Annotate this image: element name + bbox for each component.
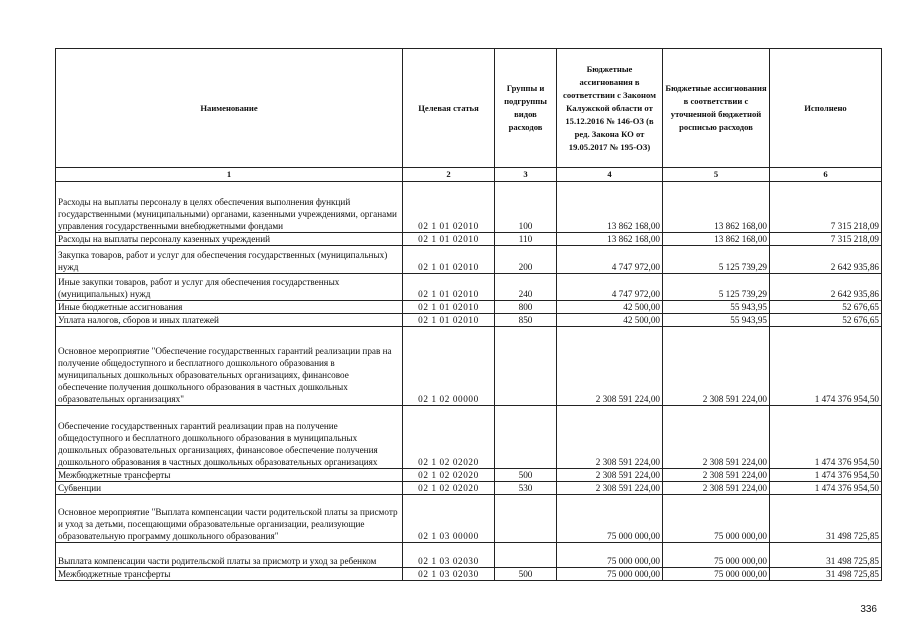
row-target-code: 02 1 01 02010	[403, 233, 495, 246]
table-row	[56, 314, 882, 327]
row-executed-amount: 1 474 376 954,50	[770, 469, 882, 482]
column-number: 3	[495, 168, 557, 182]
column-number-row	[56, 168, 882, 182]
row-refined-amount: 75 000 000,00	[663, 495, 770, 543]
row-group: 200	[495, 246, 557, 274]
row-refined-amount: 13 862 168,00	[663, 233, 770, 246]
table-row	[56, 301, 882, 314]
row-group	[495, 495, 557, 543]
row-name: Основное мероприятие "Выплата компенсации части родительской платы за присмотр и уход за детьми, посещающими образовательные организации, реализующие образовательную программу дошкольного образования"	[56, 495, 403, 543]
row-refined-amount: 75 000 000,00	[663, 543, 770, 568]
row-name: Расходы на выплаты персоналу в целях обеспечения выполнения функций государственными (муниципальными) органами, казенными учреждениями, органами управления государственными внебюджетными фондами	[56, 182, 403, 233]
table-row	[56, 182, 882, 233]
row-executed-amount: 1 474 376 954,50	[770, 327, 882, 406]
table-row	[56, 327, 882, 406]
row-executed-amount: 1 474 376 954,50	[770, 482, 882, 495]
page-number: 336	[860, 604, 877, 615]
row-executed-amount: 31 498 725,85	[770, 568, 882, 581]
header-law: Бюджетные ассигнования в соответствии с Законом Калужской области от 15.12.2016 № 146-ОЗ (в ред. Закона КО от 19.05.2017 № 195-ОЗ)	[557, 49, 663, 168]
row-name: Выплата компенсации части родительской платы за присмотр и уход за ребенком	[56, 543, 403, 568]
row-refined-amount: 5 125 739,29	[663, 274, 770, 301]
row-law-amount: 75 000 000,00	[557, 495, 663, 543]
row-executed-amount: 7 315 218,09	[770, 182, 882, 233]
row-name: Межбюджетные трансферты	[56, 469, 403, 482]
row-law-amount: 2 308 591 224,00	[557, 482, 663, 495]
row-name: Основное мероприятие "Обеспечение государственных гарантий реализации прав на получение общедоступного и бесплатного дошкольного образования в муниципальных дошкольных образовательных организациях, финансовое обеспечение получения дошкольного образования в частных дошкольных образовательных организациях"	[56, 327, 403, 406]
column-number: 5	[663, 168, 770, 182]
row-executed-amount: 31 498 725,85	[770, 495, 882, 543]
row-target-code: 02 1 01 02010	[403, 301, 495, 314]
row-law-amount: 4 747 972,00	[557, 246, 663, 274]
header-groups: Группы и подгруппы видов расходов	[495, 49, 557, 168]
row-name: Расходы на выплаты персоналу казенных учреждений	[56, 233, 403, 246]
row-target-code: 02 1 02 02020	[403, 406, 495, 469]
row-refined-amount: 5 125 739,29	[663, 246, 770, 274]
row-executed-amount: 7 315 218,09	[770, 233, 882, 246]
row-executed-amount: 2 642 935,86	[770, 246, 882, 274]
row-refined-amount: 2 308 591 224,00	[663, 482, 770, 495]
row-group	[495, 543, 557, 568]
row-target-code: 02 1 02 00000	[403, 327, 495, 406]
row-name: Обеспечение государственных гарантий реализации прав на получение общедоступного и бесплатного дошкольного образования в муниципальных дошкольных образовательных организациях, финансовое обеспечение получения дошкольного образования в частных дошкольных образовательных организациях	[56, 406, 403, 469]
row-group: 530	[495, 482, 557, 495]
row-refined-amount: 2 308 591 224,00	[663, 406, 770, 469]
header-executed: Исполнено	[770, 49, 882, 168]
table-row	[56, 406, 882, 469]
row-law-amount: 2 308 591 224,00	[557, 327, 663, 406]
row-law-amount: 2 308 591 224,00	[557, 406, 663, 469]
row-target-code: 02 1 03 02030	[403, 543, 495, 568]
header-name: Наименование	[56, 49, 403, 168]
row-group: 240	[495, 274, 557, 301]
row-target-code: 02 1 01 02010	[403, 274, 495, 301]
row-law-amount: 42 500,00	[557, 314, 663, 327]
row-name: Уплата налогов, сборов и иных платежей	[56, 314, 403, 327]
header-refined: Бюджетные ассигнования в соответствии с уточненной бюджетной росписью расходов	[663, 49, 770, 168]
table-row	[56, 568, 882, 581]
row-name: Субвенции	[56, 482, 403, 495]
row-refined-amount: 75 000 000,00	[663, 568, 770, 581]
table-row	[56, 543, 882, 568]
row-target-code: 02 1 01 02010	[403, 246, 495, 274]
table-row	[56, 495, 882, 543]
row-law-amount: 75 000 000,00	[557, 568, 663, 581]
row-group	[495, 327, 557, 406]
budget-table	[55, 48, 882, 581]
table-row	[56, 246, 882, 274]
row-group: 500	[495, 568, 557, 581]
row-group: 100	[495, 182, 557, 233]
table-row	[56, 274, 882, 301]
row-group: 800	[495, 301, 557, 314]
row-executed-amount: 2 642 935,86	[770, 274, 882, 301]
row-target-code: 02 1 02 02020	[403, 469, 495, 482]
table-row	[56, 469, 882, 482]
column-number: 6	[770, 168, 882, 182]
row-target-code: 02 1 03 02030	[403, 568, 495, 581]
row-target-code: 02 1 01 02010	[403, 182, 495, 233]
row-law-amount: 13 862 168,00	[557, 182, 663, 233]
row-law-amount: 4 747 972,00	[557, 274, 663, 301]
row-law-amount: 75 000 000,00	[557, 543, 663, 568]
row-law-amount: 42 500,00	[557, 301, 663, 314]
column-number: 4	[557, 168, 663, 182]
row-refined-amount: 2 308 591 224,00	[663, 327, 770, 406]
row-executed-amount: 31 498 725,85	[770, 543, 882, 568]
table-row	[56, 233, 882, 246]
row-executed-amount: 52 676,65	[770, 301, 882, 314]
row-refined-amount: 55 943,95	[663, 314, 770, 327]
row-law-amount: 13 862 168,00	[557, 233, 663, 246]
row-target-code: 02 1 02 02020	[403, 482, 495, 495]
row-group: 850	[495, 314, 557, 327]
row-name: Межбюджетные трансферты	[56, 568, 403, 581]
row-group: 110	[495, 233, 557, 246]
row-target-code: 02 1 03 00000	[403, 495, 495, 543]
row-refined-amount: 55 943,95	[663, 301, 770, 314]
column-number: 1	[56, 168, 403, 182]
row-law-amount: 2 308 591 224,00	[557, 469, 663, 482]
row-name: Иные закупки товаров, работ и услуг для обеспечения государственных (муниципальных) нужд	[56, 274, 403, 301]
row-group	[495, 406, 557, 469]
row-target-code: 02 1 01 02010	[403, 314, 495, 327]
row-executed-amount: 1 474 376 954,50	[770, 406, 882, 469]
row-group: 500	[495, 469, 557, 482]
row-executed-amount: 52 676,65	[770, 314, 882, 327]
column-number: 2	[403, 168, 495, 182]
header-row	[56, 49, 882, 168]
row-name: Иные бюджетные ассигнования	[56, 301, 403, 314]
table-row	[56, 482, 882, 495]
row-refined-amount: 2 308 591 224,00	[663, 469, 770, 482]
row-name: Закупка товаров, работ и услуг для обеспечения государственных (муниципальных) нужд	[56, 246, 403, 274]
row-refined-amount: 13 862 168,00	[663, 182, 770, 233]
header-target: Целевая статья	[403, 49, 495, 168]
